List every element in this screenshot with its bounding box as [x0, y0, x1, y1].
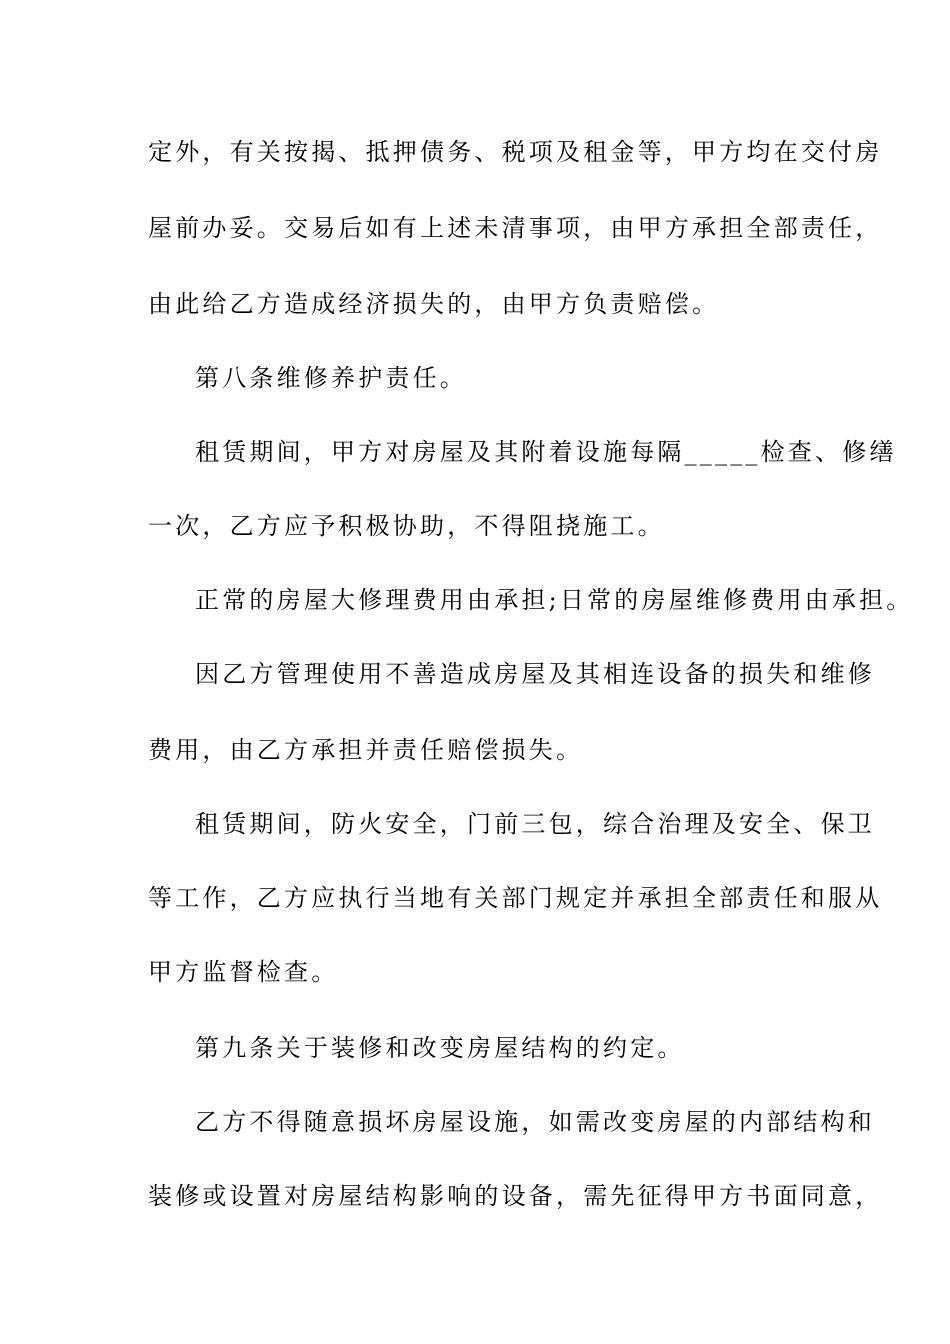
paragraph-line: 由此给乙方造成经济损失的，由甲方负责赔偿。: [148, 290, 720, 318]
paragraph-line: 费用，由乙方承担并责任赔偿损失。: [148, 736, 584, 764]
paragraph-line: 因乙方管理使用不善造成房屋及其相连设备的损失和维修: [195, 660, 875, 688]
paragraph-line: 装修或设置对房屋结构影响的设备，需先征得甲方书面同意，: [148, 1182, 883, 1210]
paragraph-line: 一次，乙方应予积极协助，不得阻挠施工。: [148, 512, 665, 540]
paragraph-line: 屋前办妥。交易后如有上述未清事项，由甲方承担全部责任，: [148, 214, 883, 242]
paragraph-line: 甲方监督检查。: [148, 958, 339, 986]
paragraph-line: 租赁期间，甲方对房屋及其附着设施每隔_____检查、修缮: [195, 438, 897, 466]
paragraph-line: 定外，有关按揭、抵押债务、税项及租金等，甲方均在交付房: [148, 138, 883, 166]
paragraph-line: 等工作，乙方应执行当地有关部门规定并承担全部责任和服从: [148, 884, 883, 912]
paragraph-line: 正常的房屋大修理费用由承担;日常的房屋维修费用由承担。: [195, 586, 914, 614]
paragraph-line: 租赁期间，防火安全，门前三包，综合治理及安全、保卫: [195, 810, 875, 838]
paragraph-line: 乙方不得随意损坏房屋设施，如需改变房屋的内部结构和: [195, 1108, 875, 1136]
section-heading: 第八条维修养护责任。: [195, 364, 467, 392]
section-heading: 第九条关于装修和改变房屋结构的约定。: [195, 1034, 685, 1062]
